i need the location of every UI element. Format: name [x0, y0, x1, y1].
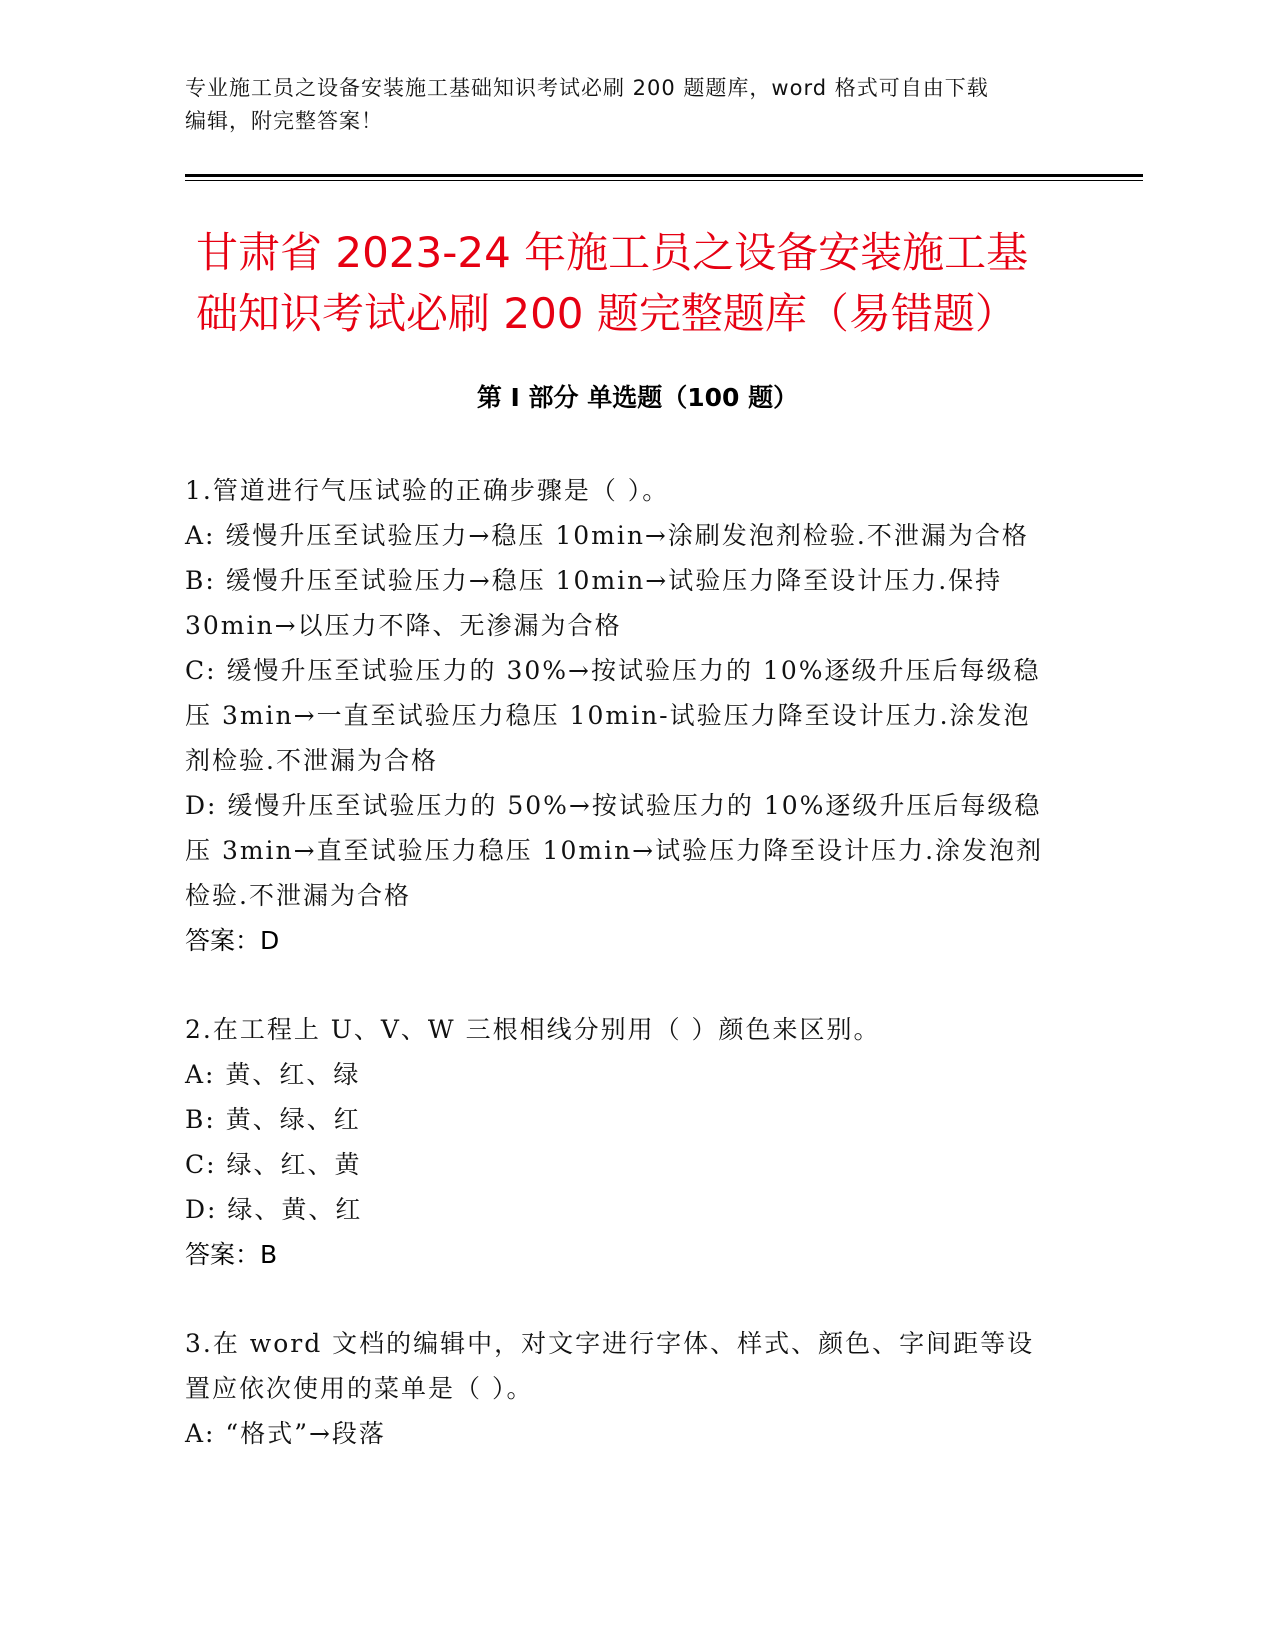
- document-title: [196, 222, 1096, 344]
- header-note-line-2: 编辑，附完整答案！: [185, 109, 383, 133]
- question-3-stem: 3.在 word 文档的编辑中，对文字进行字体、样式、颜色、字间距等设: [185, 1329, 1035, 1358]
- section-heading: 第 I 部分 单选题（100 题）: [476, 383, 799, 412]
- header-note-line-1: 专业施工员之设备安装施工基础知识考试必刷 200 题题库，word 格式可自由下载: [185, 76, 989, 100]
- question-3-option-a: A: “格式”→段落: [185, 1419, 386, 1448]
- question-1-option-c-cont-2: 剂检验.不泄漏为合格: [185, 746, 438, 775]
- question-2-option-a: A: 黄、红、绿: [185, 1060, 361, 1089]
- question-3: [185, 1321, 1075, 1456]
- question-1-option-a: A: 缓慢升压至试验压力→稳压 10min→涂刷发泡剂检验.不泄漏为合格: [185, 521, 1029, 550]
- question-1-stem: 1.管道进行气压试验的正确步骤是（ ）。: [185, 476, 670, 505]
- question-2-option-d: D: 绿、黄、红: [185, 1195, 363, 1224]
- question-1-option-b: B: 缓慢升压至试验压力→稳压 10min→试验压力降至设计压力.保持: [185, 566, 1003, 595]
- question-2-option-c: C: 绿、红、黄: [185, 1150, 362, 1179]
- document-title-line-1: 甘肃省 2023-24 年施工员之设备安装施工基: [196, 228, 1029, 277]
- question-1-option-c-cont: 压 3min→一直至试验压力稳压 10min-试验压力降至设计压力.涂发泡: [185, 701, 1031, 730]
- question-1-option-b-cont: 30min→以压力不降、无渗漏为合格: [185, 611, 622, 640]
- header-rule-thick: [185, 174, 1143, 177]
- question-1: [185, 468, 1075, 963]
- question-1-answer: 答案：D: [185, 926, 280, 955]
- question-2-stem: 2.在工程上 U、V、W 三根相线分别用（ ）颜色来区别。: [185, 1015, 881, 1044]
- question-1-option-c: C: 缓慢升压至试验压力的 30%→按试验压力的 10%逐级升压后每级稳: [185, 656, 1041, 685]
- question-2: [185, 1007, 1075, 1277]
- question-2-option-b: B: 黄、绿、红: [185, 1105, 361, 1134]
- question-2-answer: 答案：B: [185, 1240, 278, 1269]
- question-1-option-d-cont: 压 3min→直至试验压力稳压 10min→试验压力降至设计压力.涂发泡剂: [185, 836, 1044, 865]
- question-1-option-d: D: 缓慢升压至试验压力的 50%→按试验压力的 10%逐级升压后每级稳: [185, 791, 1042, 820]
- header-note: [185, 72, 1065, 138]
- document-title-line-2: 础知识考试必刷 200 题完整题库（易错题）: [196, 289, 1017, 338]
- question-list: [185, 468, 1075, 1500]
- question-3-stem-cont: 置应依次使用的菜单是（ ）。: [185, 1374, 534, 1403]
- header-rule-thin: [185, 180, 1143, 181]
- question-1-option-d-cont-2: 检验.不泄漏为合格: [185, 881, 411, 910]
